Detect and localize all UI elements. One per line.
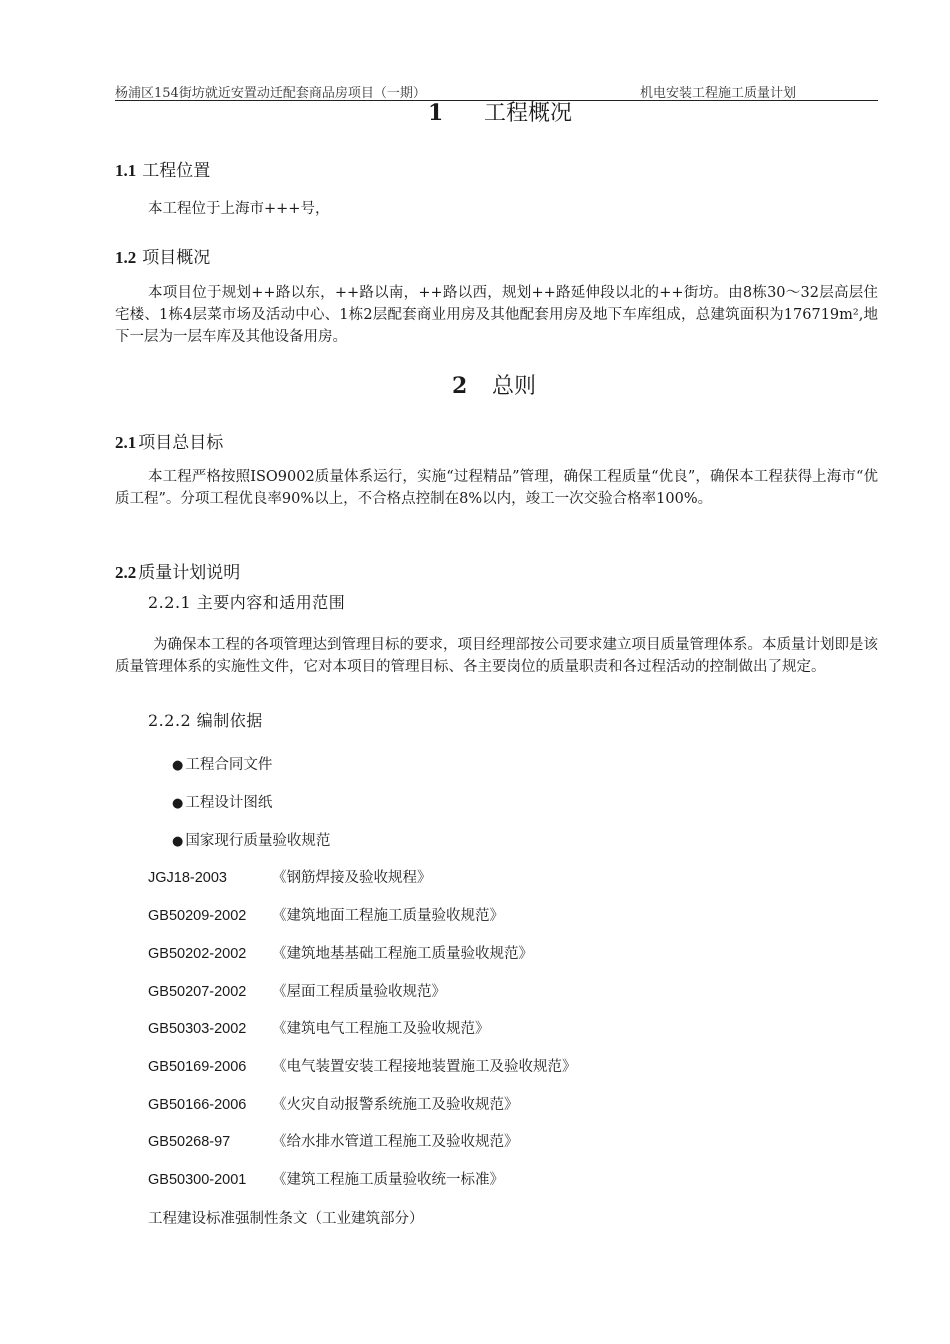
standard-code: GB50169-2006 [148,1059,247,1075]
standard-name: 《建筑电气工程施工及验收规范》 [272,1021,490,1037]
header-project-name: 杨浦区154街坊就近安置动迁配套商品房项目（一期） [115,86,426,101]
standard-code: JGJ18-2003 [148,870,227,886]
section-2-1-title: 项目总目标 [138,433,224,453]
section-1-heading [428,96,572,127]
section-2-2-1-text: 为确保本工程的各项管理达到管理目标的要求，项目经理部按公司要求建立项目质量管理体系。本质量计划即是该质量管理体系的实施性文件，它对本项目的管理目标、各主要岗位的质量职责和各过程活动的控制做出了规定。 [115,637,878,675]
bullet-dot-icon: ● [172,834,184,849]
section-1-title: 工程概况 [484,101,573,126]
bullet-item-text: 工程设计图纸 [185,795,273,811]
standard-code: GB50303-2002 [148,1021,247,1037]
bullet-item [172,753,272,774]
standard-item [148,1017,490,1038]
standard-name: 《建筑工程施工质量验收统一标准》 [272,1172,504,1188]
standard-name: 《钢筋焊接及验收规程》 [272,870,432,886]
standard-item [148,1168,504,1189]
bullet-item [172,791,272,812]
standard-item [148,1130,519,1151]
section-2-heading [452,369,536,400]
section-2-2-title: 质量计划说明 [138,563,241,583]
standard-code: GB50207-2002 [148,984,247,1000]
section-1-2-title: 项目概况 [142,248,211,268]
bullet-item-text: 国家现行质量验收规范 [185,833,331,849]
standard-name: 《电气装置安装工程接地装置施工及验收规范》 [272,1059,577,1075]
section-2-1-number: 2.1 [115,433,137,452]
standard-code: GB50300-2001 [148,1172,247,1188]
standard-item [148,942,533,963]
section-2-2-number: 2.2 [115,563,137,582]
standard-name: 《火灾自动报警系统施工及验收规范》 [272,1097,519,1113]
section-2-title: 总则 [492,374,537,399]
section-1-number: 1 [428,100,444,126]
section-1-2-number: 1.2 [115,248,137,267]
standard-name: 《建筑地面工程施工质量验收规范》 [272,908,504,924]
bullet-dot-icon: ● [172,758,184,773]
section-1-1-heading [115,156,210,181]
section-2-2-2-heading: 2.2.2 编制依据 [148,711,263,730]
section-1-2-text: 本项目位于规划++路以东，++路以南，++路以西，规划++路延伸段以北的++街坊。由8栋30～32层高层住宅楼、1栋4层菜市场及活动中心、1栋2层配套商业用房及其他配套用房及地下车库组成，总建筑面积为176719m²,地下一层为一层车库及其他设备用房。 [115,285,878,345]
bullet-item-text: 工程合同文件 [185,757,273,773]
standard-name: 《给水排水管道工程施工及验收规范》 [272,1134,519,1150]
section-1-1-title: 工程位置 [142,161,211,181]
section-2-number: 2 [452,373,468,399]
standard-item [148,1093,519,1114]
section-2-2-1-heading: 2.2.1 主要内容和适用范围 [148,593,346,612]
bullet-dot-icon: ● [172,796,184,811]
section-2-1-heading [115,428,223,453]
section-1-1-number: 1.1 [115,161,137,180]
standard-code: GB50268-97 [148,1134,231,1150]
standard-item [148,904,504,925]
standard-code: GB50202-2002 [148,946,247,962]
bullet-item [172,829,330,850]
standard-item [148,1055,577,1076]
standard-code: GB50209-2002 [148,908,247,924]
standard-name: 《建筑地基基础工程施工质量验收规范》 [272,946,533,962]
section-1-2-heading [115,243,210,268]
standard-item [148,866,432,887]
standard-name: 《屋面工程质量验收规范》 [272,984,446,1000]
section-2-1-text: 本工程严格按照ISO9002质量体系运行，实施“过程精品”管理，确保工程质量“优良”，确保本工程获得上海市“优质工程”。分项工程优良率90%以上，不合格点控制在8%以内，竣工一次交验合格率100%。 [115,469,878,507]
section-1-1-text: 本工程位于上海市+++号， [148,201,330,217]
header-document-title: 机电安装工程施工质量计划 [640,86,797,101]
mandatory-provisions-line: 工程建设标准强制性条文（工业建筑部分） [148,1211,424,1227]
standard-code: GB50166-2006 [148,1097,247,1113]
section-2-2-heading [115,558,240,583]
standard-item [148,980,446,1001]
